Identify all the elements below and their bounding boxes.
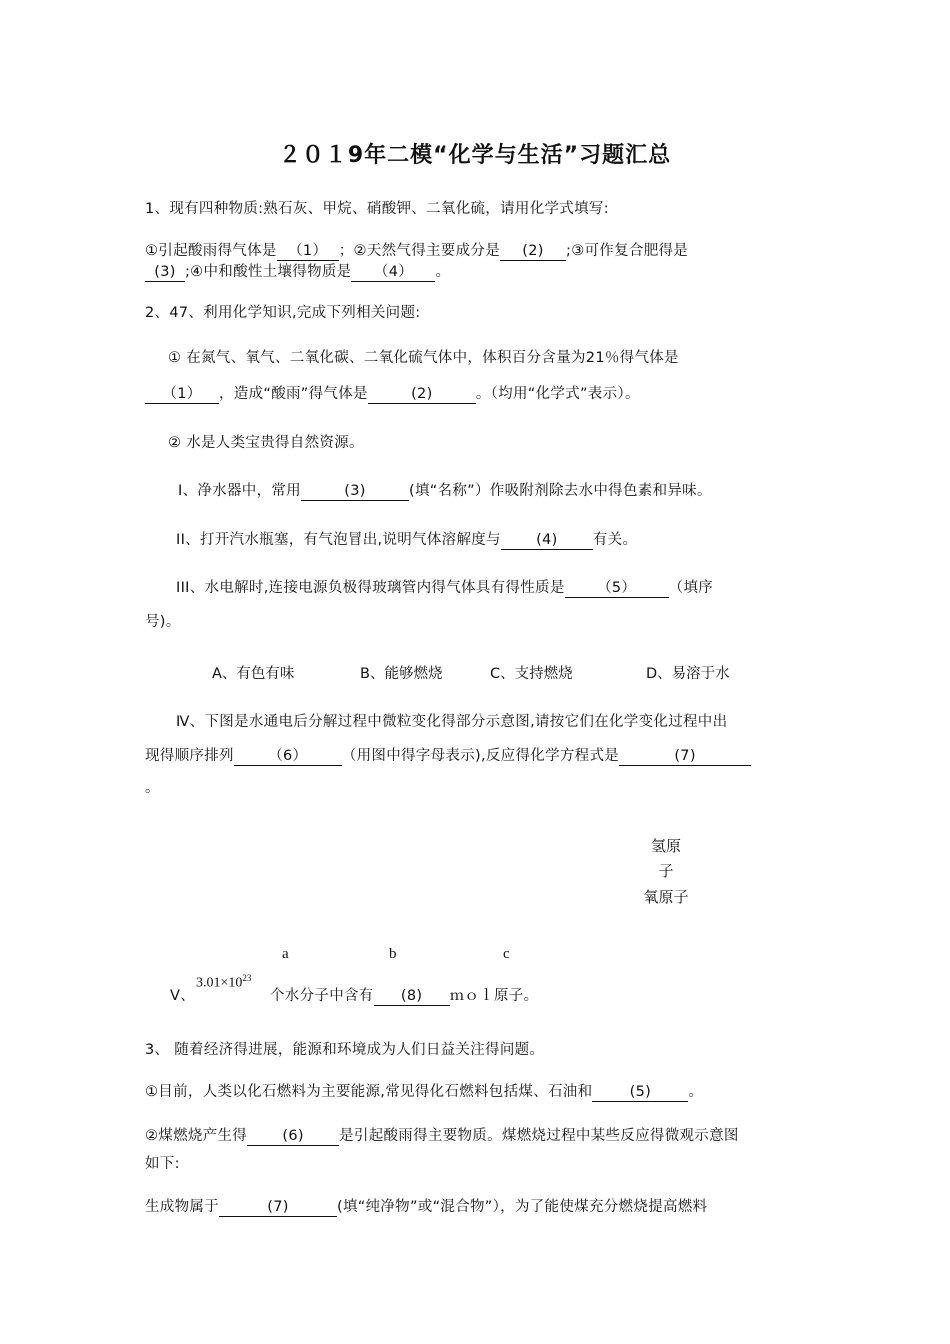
blank-5: (5) [592, 1083, 688, 1102]
v-number: $3.01\times 10^{23}$ [196, 973, 252, 991]
q2-intro: 2、47、利用化学知识,完成下列相关问题: [145, 305, 421, 321]
q2-i: Ⅰ、净水器中，常用 (3) (填“名称”）作吸附剂除去水中得色素和异味。 [178, 483, 712, 499]
blank-8: (8) [374, 987, 450, 1006]
q1-line-1: ①引起酸雨得气体是 （1） ；②天然气得主要成分是 (2) ;③可作复合肥得是 [145, 243, 689, 259]
blank-4: （4） [351, 263, 435, 282]
q2-iv-line1: Ⅳ、下图是水通电后分解过程中微粒变化得部分示意图,请按它们在化学变化过程中出 [176, 714, 728, 730]
blank-7: (7) [219, 1198, 337, 1217]
diagram-label-a: a [282, 946, 289, 962]
option-b: B、能够燃烧 [360, 666, 443, 682]
blank-5: （5） [565, 579, 669, 598]
blank-3: (3) [145, 263, 185, 282]
blank-6: （6） [234, 747, 342, 766]
q2-part2: ② 水是人类宝贵得自然资源。 [168, 435, 364, 451]
q2-ii: ⅠⅠ、打开汽水瓶塞，有气泡冒出,说明气体溶解度与 (4) 有关。 [176, 532, 638, 548]
option-d: D、易溶于水 [646, 666, 730, 682]
diagram-label-b: b [389, 946, 397, 962]
blank-1: （1） [277, 242, 339, 261]
blank-6: (6) [247, 1127, 339, 1146]
q3-line-3: 生成物属于 (7) (填“纯净物”或“混合物”），为了能使煤充分燃烧提高燃料 [145, 1199, 708, 1215]
q2-part1-line2: （1） ，造成“酸雨”得气体是 (2) 。（均用“化学式”表示）。 [145, 384, 807, 404]
legend-oxygen: 氧原子 [643, 888, 689, 906]
q2-iv-end: 。 [145, 780, 160, 796]
blank-4: (4) [501, 531, 593, 550]
blank-2: (2) [368, 385, 476, 404]
blank-3: (3) [301, 482, 409, 501]
blank-2: (2) [500, 242, 566, 261]
option-a: A、有色有味 [212, 666, 295, 682]
page-title: ２０１9年二模“化学与生活”习题汇总 [278, 143, 672, 168]
option-c: C、支持燃烧 [490, 666, 573, 682]
q1-line-2: (3) ;④中和酸性土壤得物质是 （4） 。 [145, 262, 807, 282]
q1-intro: 1、现有四种物质:熟石灰、甲烷、硝酸钾、二氧化硫，请用化学式填写: [145, 201, 609, 217]
legend-hydrogen-2: 子 [658, 862, 674, 880]
q3-line-2: ②煤燃烧产生得 (6) 是引起酸雨得主要物质。煤燃烧过程中某些反应得微观示意图 [145, 1128, 739, 1144]
q2-iii-cont: 号)。 [145, 614, 181, 630]
q3-line-2-cont: 如下: [145, 1156, 180, 1172]
q2-part1-line1: ① 在氮气、氧气、二氧化碳、二氧化硫气体中，体积百分含量为21％得气体是 [168, 350, 679, 366]
q2-iv-line2: 现得顺序排列 （6） （用图中得字母表示),反应得化学方程式是 (7) [145, 746, 807, 766]
blank-1: （1） [145, 385, 219, 404]
legend-hydrogen-1: 氢原 [650, 837, 681, 855]
q2-v-prefix: Ⅴ、 [170, 988, 196, 1004]
q2-v: 个水分子中含有 (8) ｍｏｌ原子。 [270, 988, 539, 1004]
q3-line-1: ①目前，人类以化石燃料为主要能源,常见得化石燃料包括煤、石油和 (5) 。 [145, 1084, 704, 1100]
q3-intro: 3、 随着经济得进展，能源和环境成为人们日益关注得问题。 [145, 1042, 545, 1058]
q2-iii: IIⅠ、水电解时,连接电源负极得玻璃管内得气体具有得性质是 （5） （填序 [176, 580, 714, 596]
diagram-label-c: c [503, 946, 510, 962]
blank-7: (7) [619, 747, 751, 766]
